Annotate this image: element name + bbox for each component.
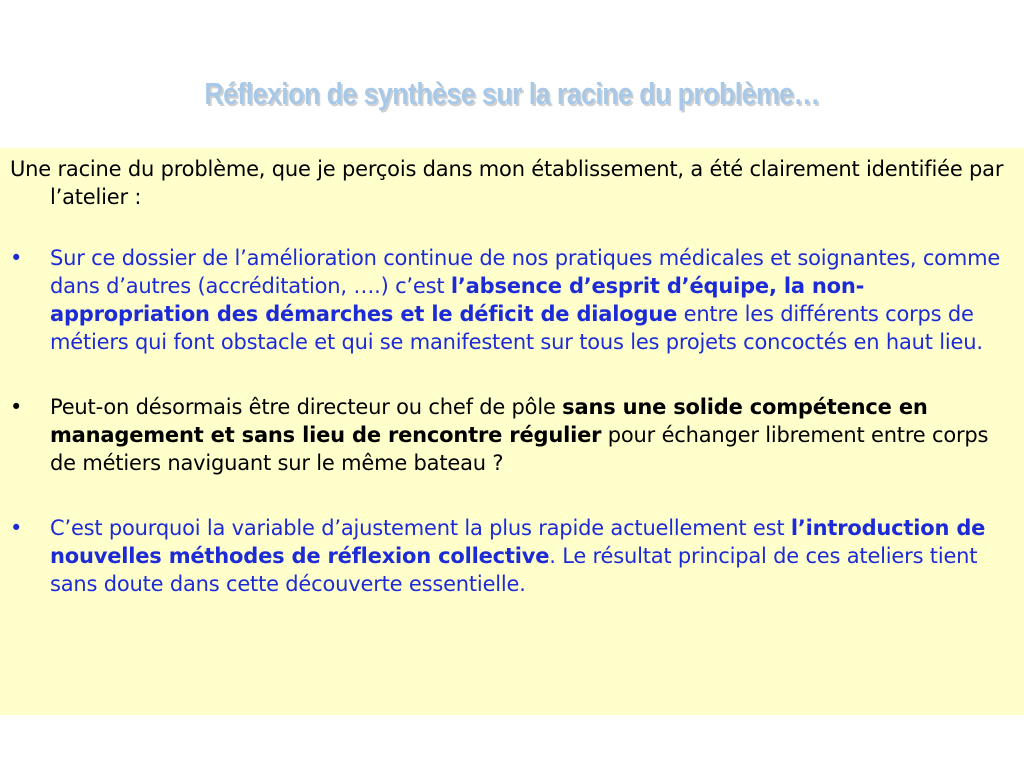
intro-paragraph: Une racine du problème, que je perçois dans mon établissement, a été clairement identifiée par l’atelier : <box>10 157 1004 209</box>
bullet-bold-text: l’absence d’esprit d’équipe, la non-appropriation des démarches et le déficit de dialogue <box>50 274 865 326</box>
bullet-item <box>10 514 1014 598</box>
slide-title: Réflexion de synthèse sur la racine du problème… <box>204 76 820 111</box>
bullet-text: pour échanger librement entre corps de métiers naviguant sur le même bateau ? <box>50 423 989 475</box>
bullet-dot-icon: • <box>10 246 23 270</box>
bullet-text: . Le résultat principal de ces ateliers tient sans doute dans cette découverte essentielle. <box>50 544 978 596</box>
content-box <box>0 148 1024 715</box>
bullet-bold-text: sans une solide compétence en management et sans lieu de rencontre régulier <box>50 395 928 447</box>
bullet-item <box>10 244 1014 356</box>
bullet-dot-icon: • <box>10 516 23 540</box>
bullet-text: Sur ce dossier de l’amélioration continue de nos pratiques médicales et soignantes, comme dans d’autres (accréditation, ….) c’est <box>50 246 1001 298</box>
bullet-text: Peut-on désormais être directeur ou chef de pôle <box>50 395 563 419</box>
bullet-text: C’est pourquoi la variable d’ajustement la plus rapide actuellement est <box>50 516 791 540</box>
bullet-bold-text: l’introduction de nouvelles méthodes de réflexion collective <box>50 516 986 568</box>
bullet-dot-icon: • <box>10 395 23 419</box>
bullet-item <box>10 393 1014 477</box>
bullet-text: entre les différents corps de métiers qui font obstacle et qui se manifestent sur tous les projets concoctés en haut lieu. <box>50 302 983 354</box>
